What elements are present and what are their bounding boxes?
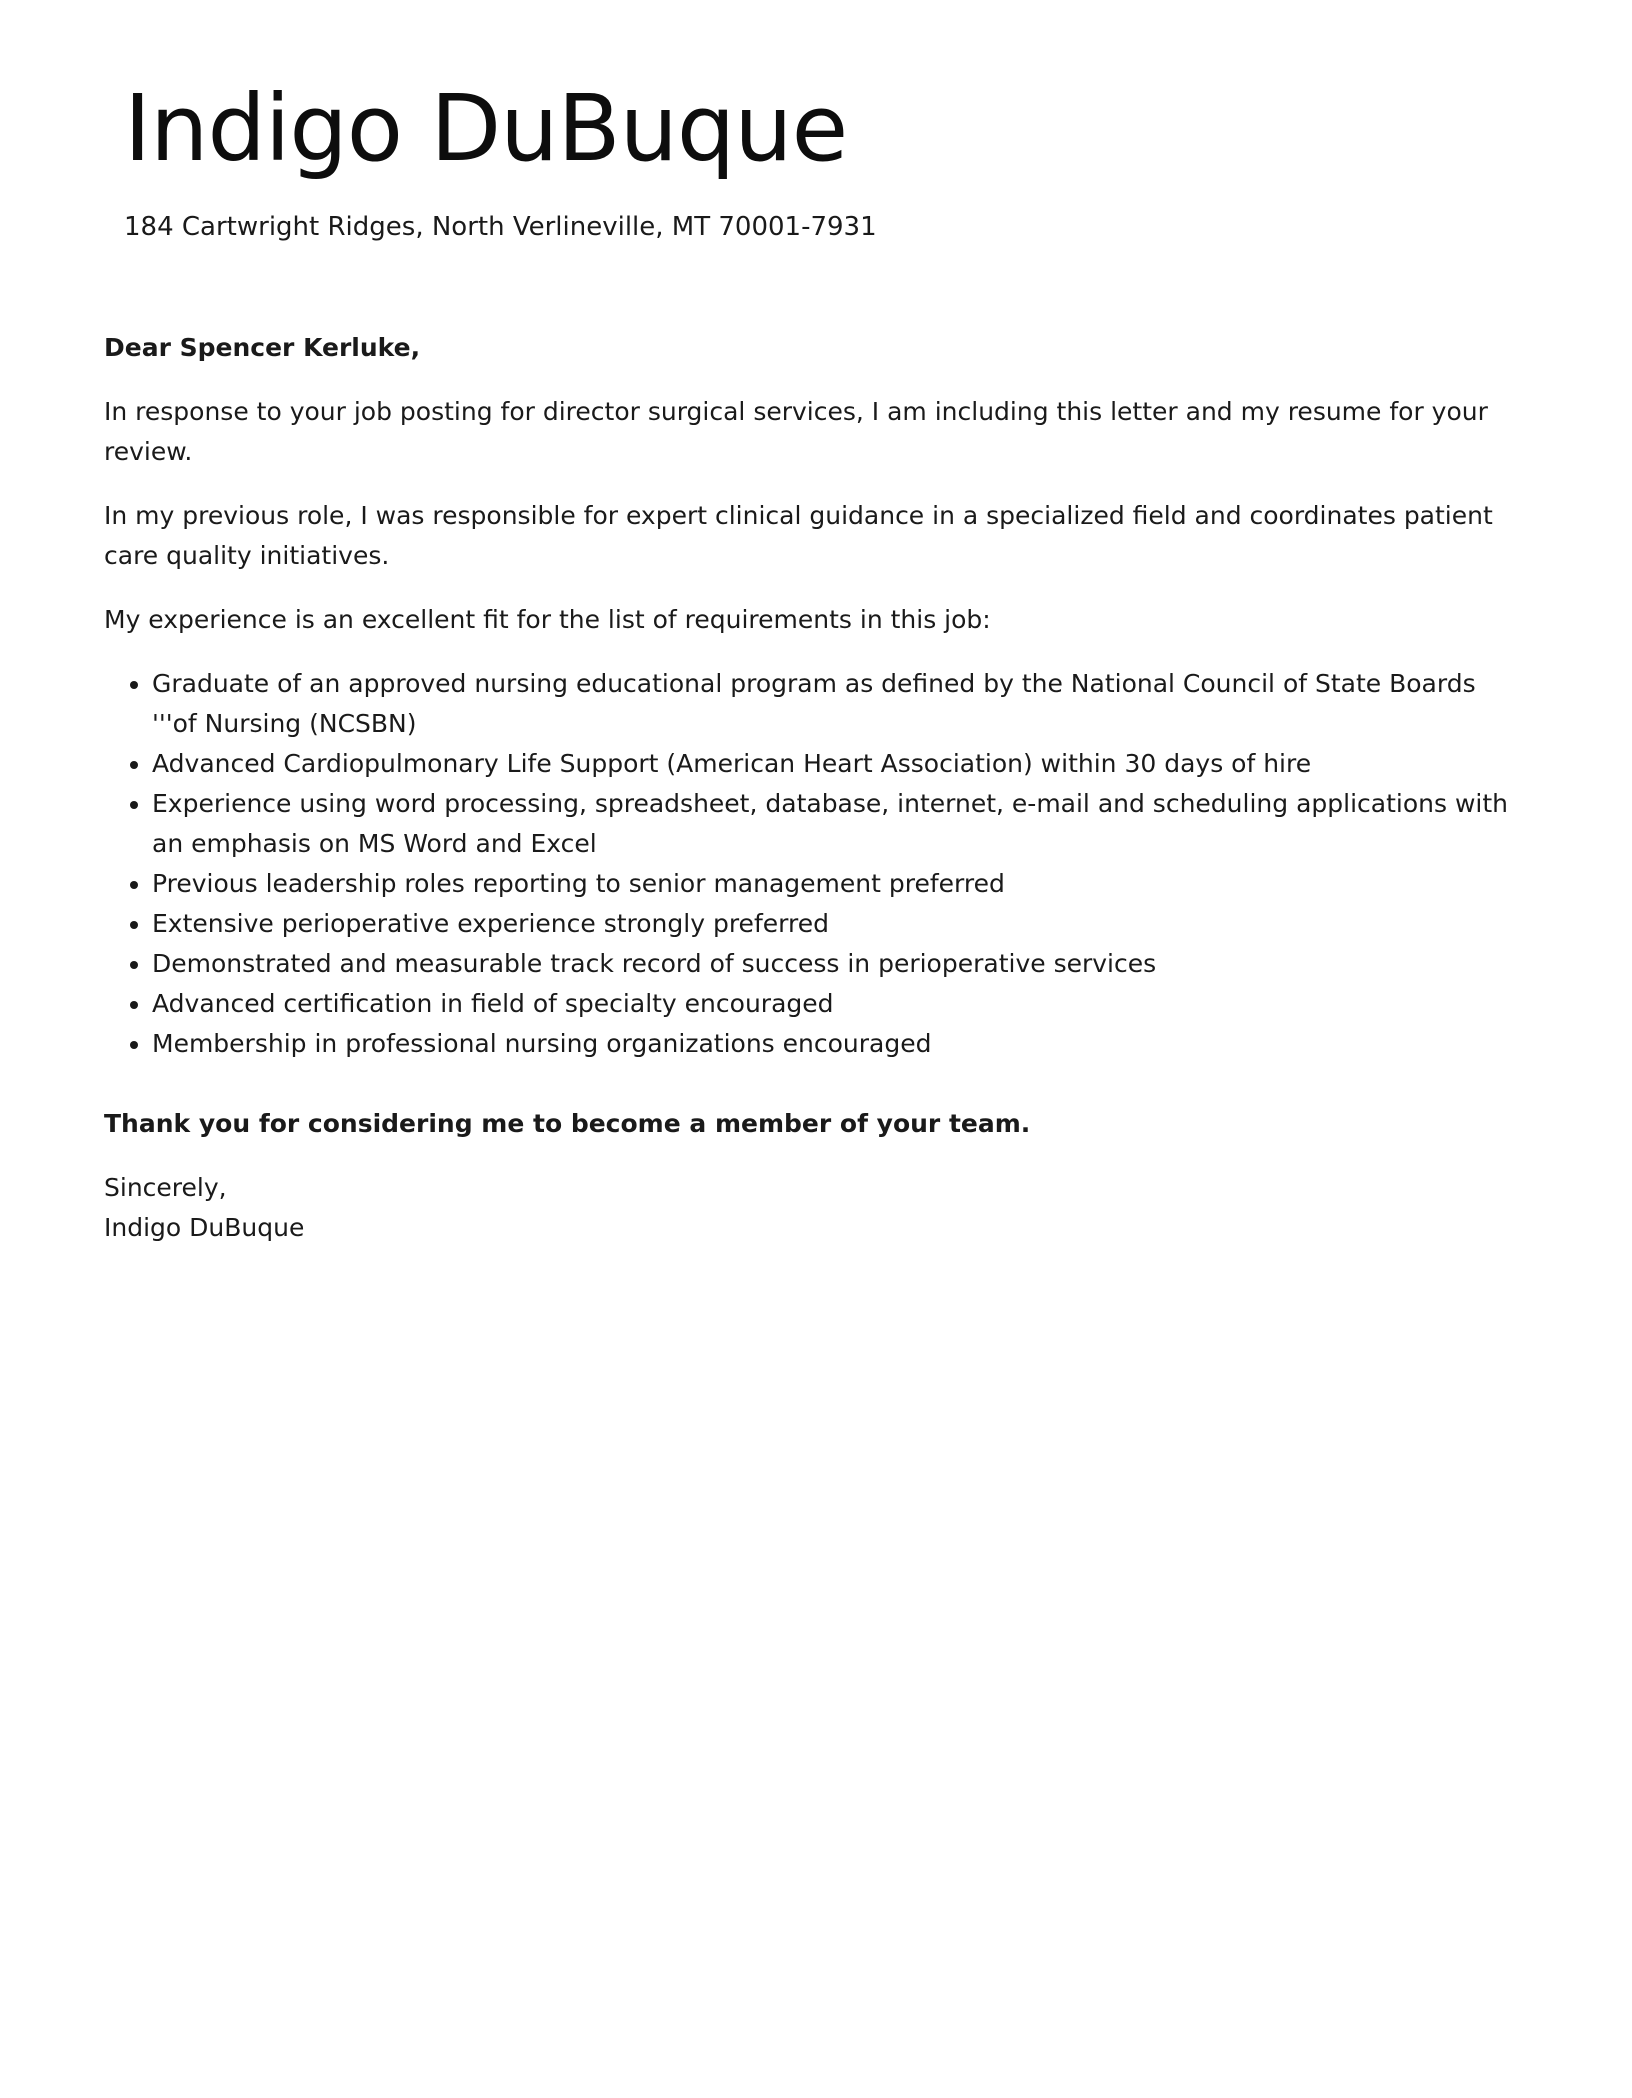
signoff: Sincerely, [104, 1173, 227, 1202]
requirements-list [104, 664, 1524, 1064]
closing-statement: Thank you for considering me to become a member of your team. [104, 1109, 1031, 1138]
list-item: • Graduate of an approved nursing educational program as defined by the National Council of State Boards '''of Nursing (NCSBN) [152, 664, 1524, 744]
list-item: • Extensive perioperative experience strongly preferred [152, 904, 1524, 944]
paragraph-previous-role: In my previous role, I was responsible for expert clinical guidance in a specialized field and coordinates patient care quality initiatives. [104, 501, 1493, 570]
list-item: • Advanced certification in field of specialty encouraged [152, 984, 1524, 1024]
greeting: Dear Spencer Kerluke, [104, 333, 421, 362]
list-item: • Previous leadership roles reporting to senior management preferred [152, 864, 1524, 904]
letter-header [124, 74, 1504, 244]
list-item: • Membership in professional nursing organizations encouraged [152, 1024, 1524, 1064]
list-item: • Experience using word processing, spreadsheet, database, internet, e-mail and scheduling applications with an emphasis on MS Word and Excel [152, 784, 1524, 864]
paragraph-requirements-intro: My experience is an excellent fit for the list of requirements in this job: [104, 605, 991, 634]
letter-body [104, 328, 1524, 1248]
paragraph-intro: In response to your job posting for director surgical services, I am including this letter and my resume for your review. [104, 397, 1488, 466]
list-item: • Demonstrated and measurable track record of success in perioperative services [152, 944, 1524, 984]
list-item: • Advanced Cardiopulmonary Life Support (American Heart Association) within 30 days of hire [152, 744, 1524, 784]
sender-name: Indigo DuBuque [124, 75, 848, 182]
sender-address: 184 Cartwright Ridges, North Verlineville, MT 70001-7931 [124, 212, 877, 242]
signature-name: Indigo DuBuque [104, 1213, 305, 1242]
